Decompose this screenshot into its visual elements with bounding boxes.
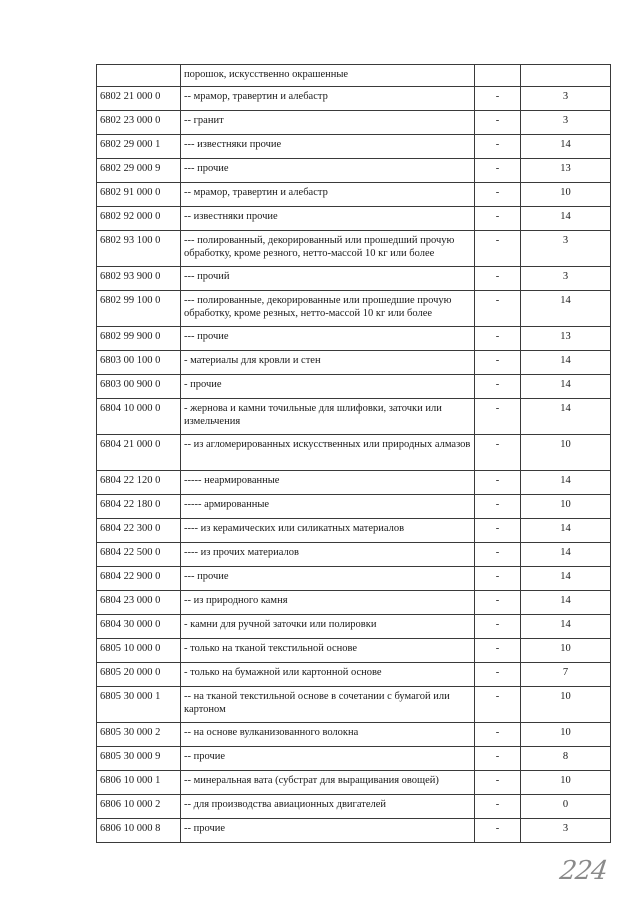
dash-cell: - bbox=[475, 351, 521, 375]
rate-cell: 10 bbox=[521, 723, 611, 747]
rate-cell: 14 bbox=[521, 471, 611, 495]
table-row bbox=[97, 567, 611, 591]
code-cell: 6802 29 000 1 bbox=[97, 135, 181, 159]
table-row bbox=[97, 399, 611, 435]
dash-cell: - bbox=[475, 267, 521, 291]
rate-cell: 14 bbox=[521, 543, 611, 567]
description-cell: -- мрамор, травертин и алебастр bbox=[181, 87, 475, 111]
description-cell: ---- из керамических или силикатных материалов bbox=[181, 519, 475, 543]
dash-cell: - bbox=[475, 231, 521, 267]
description-cell: --- полированный, декорированный или прошедший прочую обработку, кроме резного, нетто-массой 10 кг или более bbox=[181, 231, 475, 267]
code-cell: 6803 00 900 0 bbox=[97, 375, 181, 399]
description-cell: -- прочие bbox=[181, 747, 475, 771]
dash-cell: - bbox=[475, 723, 521, 747]
rate-cell: 3 bbox=[521, 87, 611, 111]
dash-cell: - bbox=[475, 495, 521, 519]
description-cell: -- минеральная вата (субстрат для выращивания овощей) bbox=[181, 771, 475, 795]
code-cell: 6802 29 000 9 bbox=[97, 159, 181, 183]
description-cell: --- полированные, декорированные или прошедшие прочую обработку, кроме резных, нетто-массой 10 кг или более bbox=[181, 291, 475, 327]
rate-cell: 10 bbox=[521, 771, 611, 795]
table-row bbox=[97, 267, 611, 291]
description-cell: --- прочие bbox=[181, 327, 475, 351]
code-cell: 6804 22 900 0 bbox=[97, 567, 181, 591]
code-cell: 6804 23 000 0 bbox=[97, 591, 181, 615]
dash-cell: - bbox=[475, 375, 521, 399]
dash-cell: - bbox=[475, 111, 521, 135]
rate-cell: 10 bbox=[521, 435, 611, 471]
table-row bbox=[97, 471, 611, 495]
description-cell: -- из природного камня bbox=[181, 591, 475, 615]
rate-cell: 10 bbox=[521, 687, 611, 723]
code-cell: 6802 93 100 0 bbox=[97, 231, 181, 267]
dash-cell: - bbox=[475, 159, 521, 183]
rate-cell: 14 bbox=[521, 135, 611, 159]
code-cell: 6804 10 000 0 bbox=[97, 399, 181, 435]
code-cell: 6805 30 000 1 bbox=[97, 687, 181, 723]
rate-cell bbox=[521, 65, 611, 87]
rate-cell: 10 bbox=[521, 495, 611, 519]
rate-cell: 13 bbox=[521, 159, 611, 183]
description-cell: --- известняки прочие bbox=[181, 135, 475, 159]
code-cell: 6804 22 120 0 bbox=[97, 471, 181, 495]
dash-cell bbox=[475, 65, 521, 87]
description-cell: -- прочие bbox=[181, 819, 475, 843]
code-cell bbox=[97, 65, 181, 87]
table-row bbox=[97, 87, 611, 111]
dash-cell: - bbox=[475, 795, 521, 819]
dash-cell: - bbox=[475, 543, 521, 567]
table-row bbox=[97, 111, 611, 135]
code-cell: 6804 30 000 0 bbox=[97, 615, 181, 639]
table-row bbox=[97, 543, 611, 567]
description-cell: --- прочий bbox=[181, 267, 475, 291]
code-cell: 6805 10 000 0 bbox=[97, 639, 181, 663]
table-row bbox=[97, 519, 611, 543]
table-row bbox=[97, 723, 611, 747]
description-cell: -- на основе вулканизованного волокна bbox=[181, 723, 475, 747]
table-row bbox=[97, 495, 611, 519]
rate-cell: 14 bbox=[521, 207, 611, 231]
code-cell: 6802 99 100 0 bbox=[97, 291, 181, 327]
dash-cell: - bbox=[475, 567, 521, 591]
dash-cell: - bbox=[475, 771, 521, 795]
rate-cell: 13 bbox=[521, 327, 611, 351]
rate-cell: 7 bbox=[521, 663, 611, 687]
table-row bbox=[97, 795, 611, 819]
dash-cell: - bbox=[475, 207, 521, 231]
table-row bbox=[97, 591, 611, 615]
code-cell: 6804 22 500 0 bbox=[97, 543, 181, 567]
dash-cell: - bbox=[475, 291, 521, 327]
code-cell: 6802 91 000 0 bbox=[97, 183, 181, 207]
code-cell: 6806 10 000 1 bbox=[97, 771, 181, 795]
description-cell: -- гранит bbox=[181, 111, 475, 135]
rate-cell: 14 bbox=[521, 567, 611, 591]
table-row bbox=[97, 747, 611, 771]
dash-cell: - bbox=[475, 327, 521, 351]
table-row bbox=[97, 819, 611, 843]
table-row bbox=[97, 207, 611, 231]
dash-cell: - bbox=[475, 135, 521, 159]
code-cell: 6804 21 000 0 bbox=[97, 435, 181, 471]
rate-cell: 8 bbox=[521, 747, 611, 771]
rate-cell: 10 bbox=[521, 183, 611, 207]
description-cell: - только на тканой текстильной основе bbox=[181, 639, 475, 663]
dash-cell: - bbox=[475, 687, 521, 723]
description-cell: ----- неармированные bbox=[181, 471, 475, 495]
rate-cell: 14 bbox=[521, 615, 611, 639]
table-row bbox=[97, 639, 611, 663]
rate-cell: 14 bbox=[521, 399, 611, 435]
description-cell: --- прочие bbox=[181, 159, 475, 183]
table-row bbox=[97, 375, 611, 399]
code-cell: 6802 93 900 0 bbox=[97, 267, 181, 291]
description-cell: -- из агломерированных искусственных или природных алмазов bbox=[181, 435, 475, 471]
table-row bbox=[97, 327, 611, 351]
dash-cell: - bbox=[475, 183, 521, 207]
table-row bbox=[97, 435, 611, 471]
rate-cell: 3 bbox=[521, 231, 611, 267]
handwritten-page-number: 224 bbox=[557, 856, 609, 886]
dash-cell: - bbox=[475, 591, 521, 615]
table-row bbox=[97, 183, 611, 207]
dash-cell: - bbox=[475, 519, 521, 543]
code-cell: 6806 10 000 2 bbox=[97, 795, 181, 819]
description-cell: - материалы для кровли и стен bbox=[181, 351, 475, 375]
description-cell: - только на бумажной или картонной основе bbox=[181, 663, 475, 687]
dash-cell: - bbox=[475, 639, 521, 663]
dash-cell: - bbox=[475, 747, 521, 771]
table-row bbox=[97, 687, 611, 723]
dash-cell: - bbox=[475, 399, 521, 435]
description-cell: - камни для ручной заточки или полировки bbox=[181, 615, 475, 639]
dash-cell: - bbox=[475, 663, 521, 687]
code-cell: 6805 30 000 9 bbox=[97, 747, 181, 771]
dash-cell: - bbox=[475, 87, 521, 111]
table-row bbox=[97, 231, 611, 267]
description-cell: - прочие bbox=[181, 375, 475, 399]
description-cell: - жернова и камни точильные для шлифовки, заточки или измельчения bbox=[181, 399, 475, 435]
rate-cell: 10 bbox=[521, 639, 611, 663]
tariff-table bbox=[96, 64, 611, 843]
code-cell: 6804 22 300 0 bbox=[97, 519, 181, 543]
code-cell: 6802 99 900 0 bbox=[97, 327, 181, 351]
code-cell: 6805 20 000 0 bbox=[97, 663, 181, 687]
rate-cell: 3 bbox=[521, 819, 611, 843]
description-cell: ---- из прочих материалов bbox=[181, 543, 475, 567]
code-cell: 6802 92 000 0 bbox=[97, 207, 181, 231]
tariff-table-body bbox=[97, 65, 611, 843]
dash-cell: - bbox=[475, 615, 521, 639]
table-row bbox=[97, 291, 611, 327]
rate-cell: 0 bbox=[521, 795, 611, 819]
code-cell: 6806 10 000 8 bbox=[97, 819, 181, 843]
dash-cell: - bbox=[475, 471, 521, 495]
rate-cell: 3 bbox=[521, 111, 611, 135]
code-cell: 6802 21 000 0 bbox=[97, 87, 181, 111]
description-cell: ----- армированные bbox=[181, 495, 475, 519]
table-row bbox=[97, 159, 611, 183]
rate-cell: 14 bbox=[521, 519, 611, 543]
table-row bbox=[97, 663, 611, 687]
rate-cell: 3 bbox=[521, 267, 611, 291]
description-cell: -- известняки прочие bbox=[181, 207, 475, 231]
code-cell: 6805 30 000 2 bbox=[97, 723, 181, 747]
rate-cell: 14 bbox=[521, 375, 611, 399]
description-cell: -- мрамор, травертин и алебастр bbox=[181, 183, 475, 207]
description-cell: --- прочие bbox=[181, 567, 475, 591]
table-row bbox=[97, 771, 611, 795]
dash-cell: - bbox=[475, 435, 521, 471]
rate-cell: 14 bbox=[521, 591, 611, 615]
description-cell: -- для производства авиационных двигателей bbox=[181, 795, 475, 819]
table-row bbox=[97, 351, 611, 375]
table-row bbox=[97, 135, 611, 159]
code-cell: 6802 23 000 0 bbox=[97, 111, 181, 135]
code-cell: 6804 22 180 0 bbox=[97, 495, 181, 519]
code-cell: 6803 00 100 0 bbox=[97, 351, 181, 375]
table-row bbox=[97, 65, 611, 87]
rate-cell: 14 bbox=[521, 351, 611, 375]
rate-cell: 14 bbox=[521, 291, 611, 327]
dash-cell: - bbox=[475, 819, 521, 843]
table-row bbox=[97, 615, 611, 639]
description-cell: -- на тканой текстильной основе в сочетании с бумагой или картоном bbox=[181, 687, 475, 723]
description-cell: порошок, искусственно окрашенные bbox=[181, 65, 475, 87]
